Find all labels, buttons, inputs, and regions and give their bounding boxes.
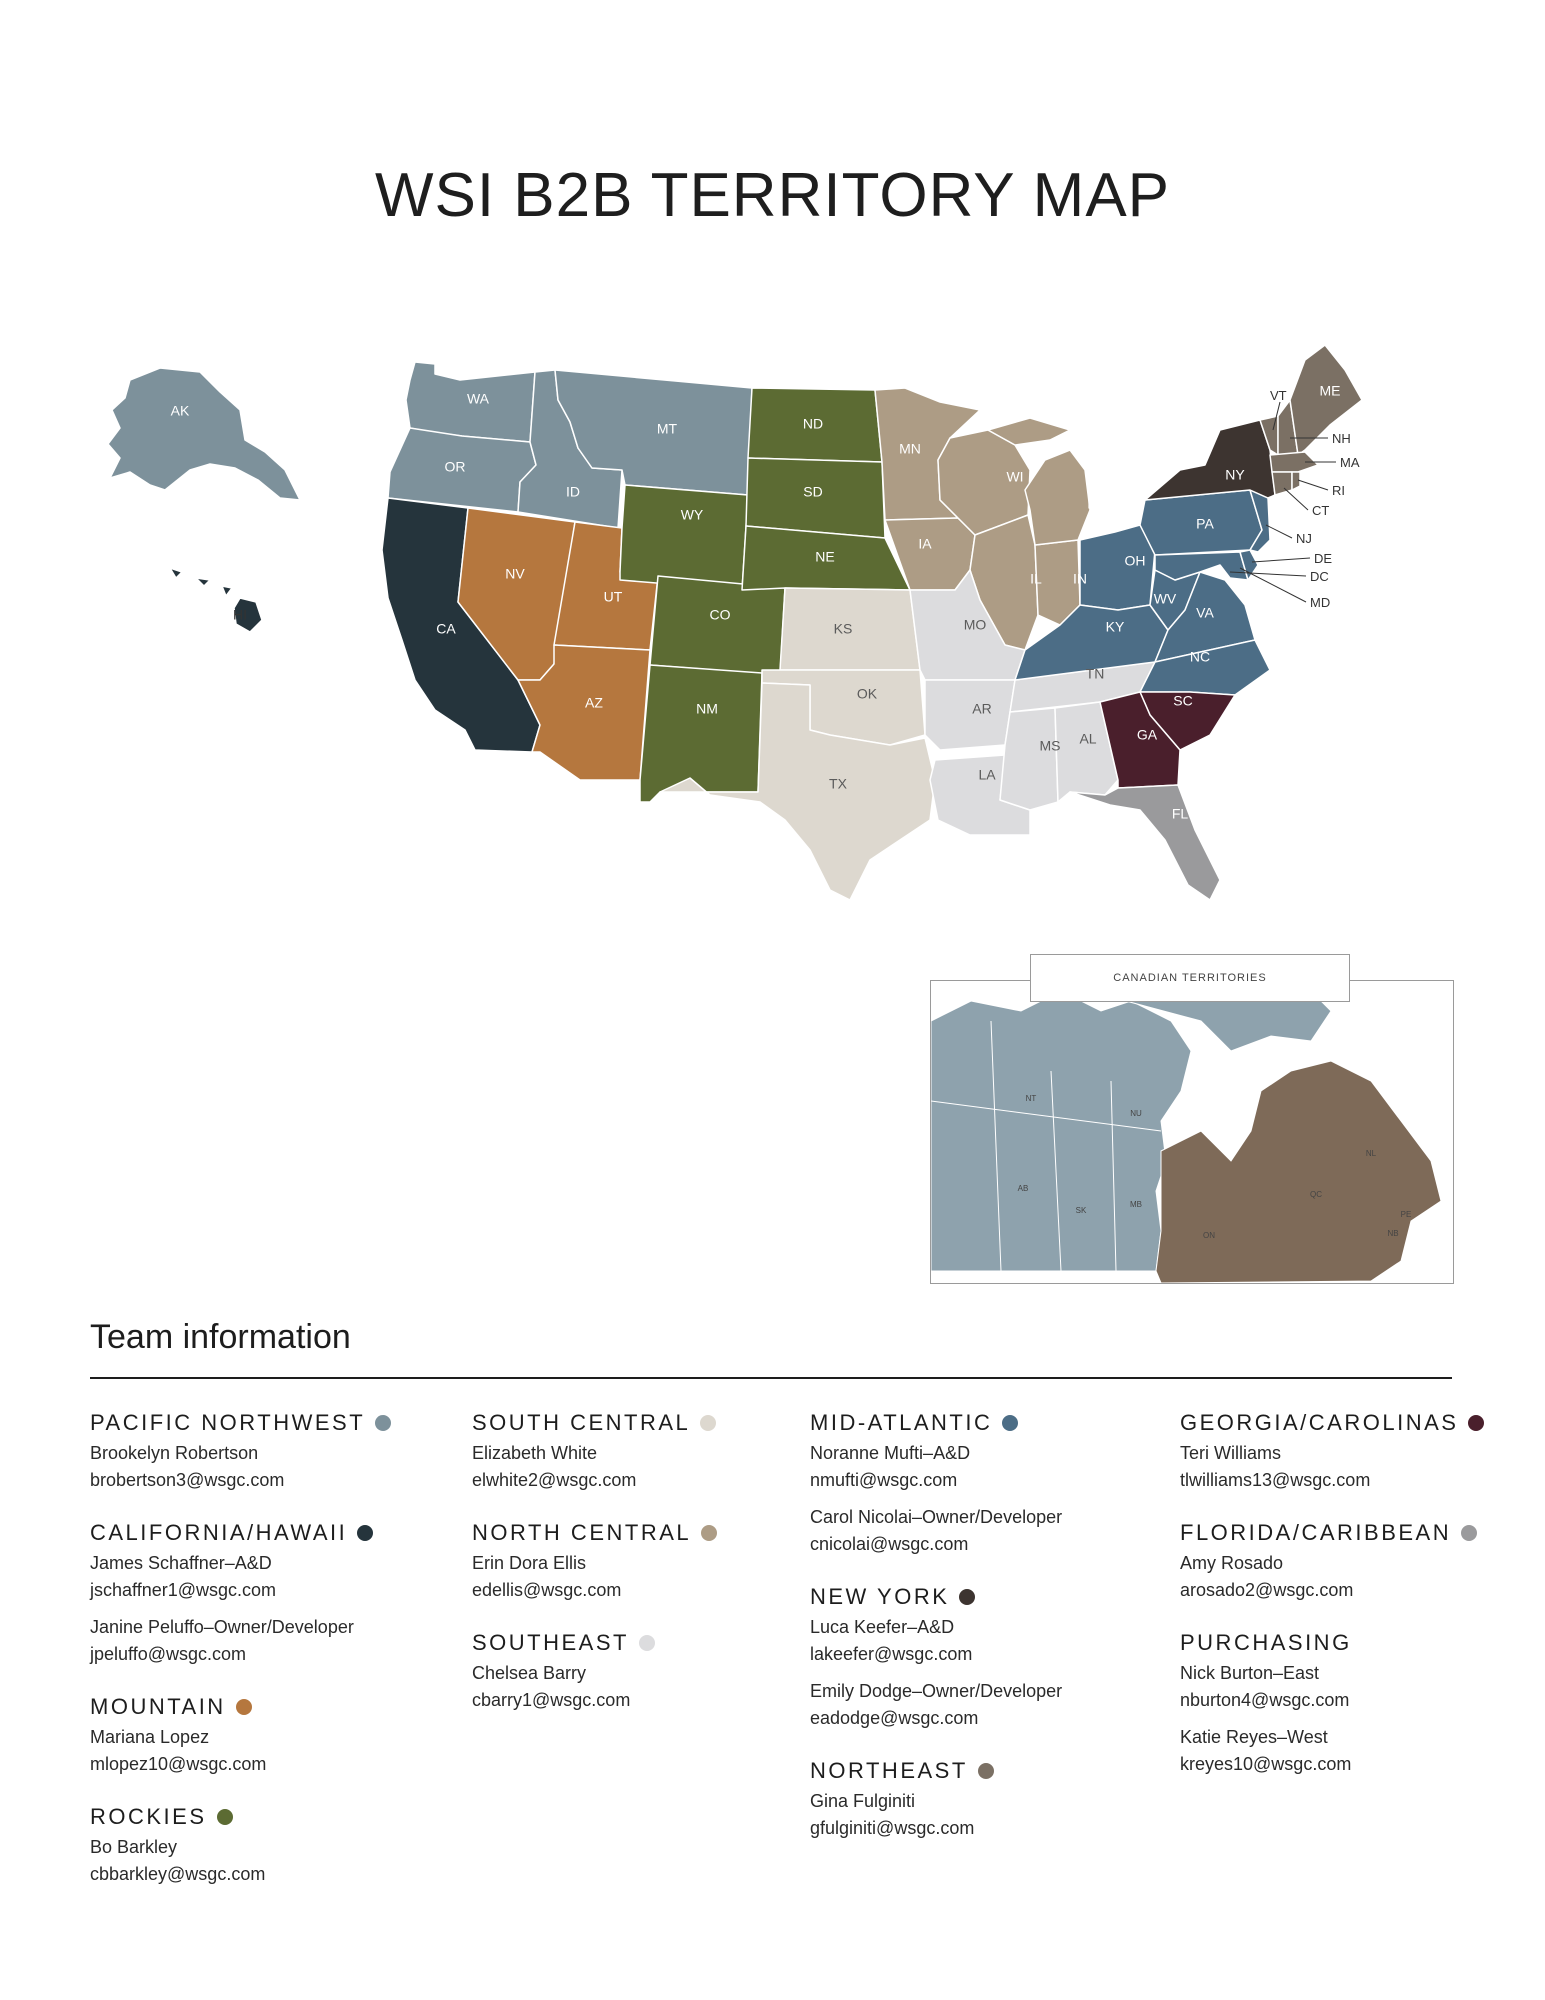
contact [1180, 1724, 1484, 1778]
contact-name: Noranne Mufti–A&D [810, 1443, 971, 1463]
label-nd: ND [802, 415, 824, 432]
region-name [90, 1410, 391, 1436]
region-title: CALIFORNIA/HAWAII [90, 1520, 348, 1545]
team-information-heading: Team information [90, 1318, 351, 1356]
team-region [90, 1804, 391, 1888]
contact-name: Luca Keefer–A&D [810, 1617, 955, 1637]
region-name [472, 1630, 717, 1656]
divider [90, 1377, 1452, 1379]
contact-name: Chelsea Barry [472, 1663, 587, 1683]
contact-name: Amy Rosado [1180, 1553, 1284, 1573]
region-color-dot [959, 1589, 975, 1605]
region-title: MID-ATLANTIC [810, 1410, 993, 1435]
label-ms: MS [1039, 737, 1061, 754]
contact-name: Bo Barkley [90, 1837, 178, 1857]
region-name [90, 1804, 391, 1830]
contact [472, 1440, 717, 1494]
contact-email[interactable]: jschaffner1@wsgc.com [90, 1580, 277, 1600]
label-nc: NC [1189, 648, 1211, 665]
contact [472, 1660, 717, 1714]
contact [1180, 1660, 1484, 1714]
team-region [472, 1520, 717, 1604]
region-name [1180, 1410, 1484, 1436]
team-region [1180, 1630, 1484, 1778]
label-va: VA [1196, 604, 1214, 621]
team-region [1180, 1410, 1484, 1494]
label-nv: NV [505, 565, 525, 582]
callout-vt: VT [1270, 388, 1287, 403]
label-sd: SD [803, 483, 823, 500]
region-title: NORTH CENTRAL [472, 1520, 692, 1545]
team-region [472, 1630, 717, 1714]
team-column [810, 1410, 1062, 1868]
label-on: ON [1203, 1231, 1215, 1240]
team-column [1180, 1410, 1484, 1804]
callout-ma: MA [1340, 455, 1360, 470]
region-title: MOUNTAIN [90, 1694, 226, 1719]
contact-email[interactable]: lakeefer@wsgc.com [810, 1644, 973, 1664]
canada-east [1156, 1061, 1441, 1283]
state-hi [170, 568, 262, 632]
label-la: LA [978, 766, 996, 783]
team-region [90, 1520, 391, 1668]
contact [90, 1440, 391, 1494]
label-ak: AK [170, 402, 190, 419]
region-color-dot [1461, 1525, 1477, 1541]
region-color-dot [1468, 1415, 1484, 1431]
state-ar [925, 680, 1015, 750]
contact [90, 1724, 391, 1778]
label-mo: MO [963, 616, 987, 633]
label-ky: KY [1105, 618, 1125, 635]
contact-email[interactable]: nburton4@wsgc.com [1180, 1690, 1350, 1710]
region-name [810, 1410, 1062, 1436]
contact-email[interactable]: brobertson3@wsgc.com [90, 1470, 285, 1490]
region-title: FLORIDA/CARIBBEAN [1180, 1520, 1452, 1545]
label-me: ME [1319, 382, 1341, 399]
contact-email[interactable]: eadodge@wsgc.com [810, 1708, 979, 1728]
callout-ri: RI [1332, 483, 1345, 498]
label-nb: NB [1387, 1229, 1399, 1238]
label-mn: MN [899, 440, 921, 457]
contact-name: James Schaffner–A&D [90, 1553, 272, 1573]
contact-email[interactable]: jpeluffo@wsgc.com [90, 1644, 247, 1664]
label-mb: MB [1130, 1200, 1142, 1209]
state-ak [108, 368, 300, 500]
contact [810, 1678, 1062, 1732]
contact-name: Janine Peluffo–Owner/Developer [90, 1617, 354, 1637]
callout-de: DE [1314, 551, 1333, 566]
contact [472, 1550, 717, 1604]
label-pe: PE [1400, 1210, 1412, 1219]
contact-email[interactable]: gfulginiti@wsgc.com [810, 1818, 975, 1838]
contact-name: Katie Reyes–West [1180, 1727, 1328, 1747]
region-name [810, 1758, 1062, 1784]
region-color-dot [701, 1525, 717, 1541]
label-nt: NT [1025, 1094, 1037, 1103]
state-wy [620, 485, 748, 590]
contact [810, 1504, 1062, 1558]
contact-email[interactable]: tlwilliams13@wsgc.com [1180, 1470, 1371, 1490]
region-color-dot [217, 1809, 233, 1825]
label-mt: MT [656, 420, 678, 437]
team-region [90, 1410, 391, 1494]
label-wi: WI [1006, 468, 1024, 485]
label-ut: UT [603, 588, 623, 605]
label-nm: NM [696, 700, 718, 717]
contact-name: Teri Williams [1180, 1443, 1281, 1463]
contact-email[interactable]: edellis@wsgc.com [472, 1580, 622, 1600]
label-ab: AB [1017, 1184, 1029, 1193]
region-title: NORTHEAST [810, 1758, 968, 1783]
state-ct [1272, 472, 1292, 495]
region-color-dot [236, 1699, 252, 1715]
region-title: NEW YORK [810, 1584, 950, 1609]
contact [810, 1788, 1062, 1842]
label-nu: NU [1130, 1109, 1142, 1118]
contact-name: Carol Nicolai–Owner/Developer [810, 1507, 1063, 1527]
us-territory-map [70, 340, 1450, 940]
label-ny: NY [1225, 466, 1245, 483]
state-nm [640, 665, 762, 802]
contact-email[interactable]: arosado2@wsgc.com [1180, 1580, 1354, 1600]
contact-name: Nick Burton–East [1180, 1663, 1320, 1683]
region-title: SOUTH CENTRAL [472, 1410, 691, 1435]
canada-west [931, 991, 1191, 1271]
contact-email[interactable]: mlopez10@wsgc.com [90, 1754, 267, 1774]
contact [810, 1440, 1062, 1494]
team-region [90, 1694, 391, 1778]
team-region [472, 1410, 717, 1494]
region-title: SOUTHEAST [472, 1630, 629, 1655]
region-color-dot [1002, 1415, 1018, 1431]
label-qc: QC [1310, 1190, 1322, 1199]
label-pa: PA [1196, 515, 1214, 532]
label-al: AL [1079, 730, 1097, 747]
label-hi: HI [233, 606, 247, 623]
contact-name: Erin Dora Ellis [472, 1553, 587, 1573]
team-column [472, 1410, 717, 1740]
label-ne: NE [815, 548, 835, 565]
contact-email[interactable]: nmufti@wsgc.com [810, 1470, 958, 1490]
region-name [90, 1694, 391, 1720]
contact-name: Brookelyn Robertson [90, 1443, 259, 1463]
label-mi: MI [1087, 495, 1103, 512]
label-az: AZ [585, 694, 603, 711]
label-oh: OH [1124, 552, 1146, 569]
label-ks: KS [833, 620, 853, 637]
label-co: CO [709, 606, 731, 623]
region-color-dot [978, 1763, 994, 1779]
contact [90, 1550, 391, 1604]
state-ny [1145, 420, 1275, 500]
contact-email[interactable]: kreyes10@wsgc.com [1180, 1754, 1352, 1774]
label-ca: CA [436, 620, 456, 637]
team-region [810, 1584, 1062, 1732]
label-ok: OK [856, 685, 878, 702]
region-name [810, 1584, 1062, 1610]
callout-nj: NJ [1296, 531, 1312, 546]
team-region [1180, 1520, 1484, 1604]
region-title: PACIFIC NORTHWEST [90, 1410, 366, 1435]
team-region [810, 1410, 1062, 1558]
page-title: WSI B2B TERRITORY MAP [374, 161, 1171, 230]
region-title: ROCKIES [90, 1804, 207, 1829]
label-sk: SK [1075, 1206, 1087, 1215]
label-il: IL [1030, 570, 1042, 587]
label-tn: TN [1085, 665, 1105, 682]
region-name [472, 1410, 717, 1436]
label-nl: NL [1365, 1149, 1377, 1158]
state-co [650, 576, 785, 675]
contact [810, 1614, 1062, 1668]
region-title: GEORGIA/CAROLINAS [1180, 1410, 1459, 1435]
region-name [90, 1520, 391, 1546]
callout-dc: DC [1310, 569, 1329, 584]
team-column [90, 1410, 391, 1914]
contact-email[interactable]: cnicolai@wsgc.com [810, 1534, 969, 1554]
contact [1180, 1550, 1484, 1604]
label-tx: TX [829, 775, 847, 792]
label-or: OR [444, 458, 466, 475]
label-ia: IA [918, 535, 932, 552]
region-color-dot [357, 1525, 373, 1541]
callout-ct: CT [1312, 503, 1330, 518]
contact [90, 1614, 391, 1668]
label-id: ID [566, 483, 580, 500]
region-color-dot [700, 1415, 716, 1431]
region-title: PURCHASING [1180, 1630, 1352, 1655]
region-name [1180, 1630, 1484, 1656]
label-in: IN [1073, 570, 1087, 587]
contact [1180, 1440, 1484, 1494]
region-color-dot [375, 1415, 391, 1431]
contact-name: Elizabeth White [472, 1443, 598, 1463]
team-region [810, 1758, 1062, 1842]
canada-inset-title: CANADIAN TERRITORIES [1030, 954, 1350, 1002]
contact-email[interactable]: cbarry1@wsgc.com [472, 1690, 631, 1710]
label-wv: WV [1153, 590, 1177, 607]
label-wa: WA [466, 390, 490, 407]
contact-email[interactable]: elwhite2@wsgc.com [472, 1470, 637, 1490]
label-fl: FL [1171, 805, 1189, 822]
state-fl [1070, 785, 1220, 900]
label-sc: SC [1173, 692, 1193, 709]
label-ar: AR [972, 700, 992, 717]
region-name [472, 1520, 717, 1546]
label-ga: GA [1136, 726, 1158, 743]
callout-nh: NH [1332, 431, 1351, 446]
contact [90, 1834, 391, 1888]
canada-inset-map [930, 980, 1454, 1284]
region-name [1180, 1520, 1484, 1546]
label-wy: WY [680, 506, 704, 523]
contact-email[interactable]: cbbarkley@wsgc.com [90, 1864, 266, 1884]
callout-md: MD [1310, 595, 1331, 610]
contact-name: Gina Fulginiti [810, 1791, 916, 1811]
contact-name: Emily Dodge–Owner/Developer [810, 1681, 1063, 1701]
state-ms [1000, 708, 1058, 810]
region-color-dot [639, 1635, 655, 1651]
contact-name: Mariana Lopez [90, 1727, 210, 1747]
state-ri [1292, 472, 1300, 490]
